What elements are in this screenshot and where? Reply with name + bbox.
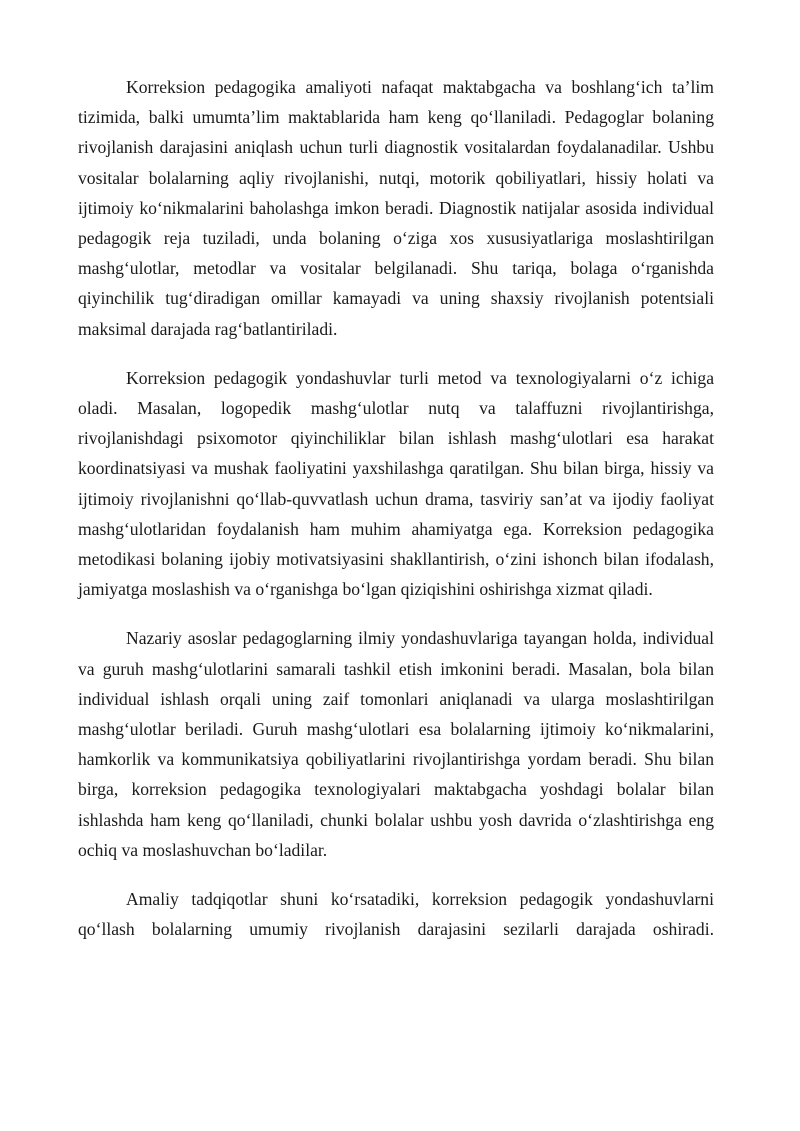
document-page [78, 72, 714, 963]
paragraph-theory: Nazariy asoslar pedagoglarning ilmiy yondashuvlariga tayangan holda, individual va guruh mashg‘ulotlarini samarali tashkil etish imkonini beradi. Masalan, bola bilan individual ishlash orqali uning zaif tomonlari aniqlanadi va ularga moslashtirilgan mashg‘ulotlar beriladi. Guruh mashg‘ulotlari esa bolalarning ijtimoiy ko‘nikmalarini, hamkorlik va kommunikatsiya qobiliyatlarini rivojlantirishga yordam beradi. Shu bilan birga, korreksion pedagogika texnologiyalari maktabgacha yoshdagi bolalar bilan ishlashda ham keng qo‘llaniladi, chunki bolalar ushbu yosh davrida o‘zlashtirishga eng ochiq va moslashuvchan bo‘ladilar. [78, 628, 714, 860]
paragraph-research: Amaliy tadqiqotlar shuni ko‘rsatadiki, korreksion pedagogik yondashuvlarni qo‘llash bolalarning umumiy rivojlanish darajasini sezilarli darajada oshiradi. [78, 889, 714, 940]
paragraph-diagnostics: Korreksion pedagogika amaliyoti nafaqat maktabgacha va boshlang‘ich ta’lim tizimida, balki umumta’lim maktablarida ham keng qo‘llaniladi. Pedagoglar bolaning rivojlanish darajasini aniqlash uchun turli diagnostik vositalardan foydalanadilar. Ushbu vositalar bolalarning aqliy rivojlanishi, nutqi, motorik qobiliyatlari, hissiy holati va ijtimoiy ko‘nikmalarini baholashga imkon beradi. Diagnostik natijalar asosida individual pedagogik reja tuziladi, unda bolaning o‘ziga xos xususiyatlariga moslashtirilgan mashg‘ulotlar, metodlar va vositalar belgilanadi. Shu tariqa, bolaga o‘rganishda qiyinchilik tug‘diradigan omillar kamayadi va uning shaxsiy rivojlanish potentsiali maksimal darajada rag‘batlantiriladi. [78, 77, 714, 339]
paragraph-methods: Korreksion pedagogik yondashuvlar turli metod va texnologiyalarni o‘z ichiga oladi. Masalan, logopedik mashg‘ulotlar nutq va talaffuzni rivojlantirishga, rivojlanishdagi psixomotor qiyinchiliklar bilan ishlash mashg‘ulotlari esa harakat koordinatsiyasi va mushak faoliyatini yaxshilashga qaratilgan. Shu bilan birga, hissiy va ijtimoiy rivojlanishni qo‘llab-quvvatlash uchun drama, tasviriy san’at va ijodiy faoliyat mashg‘ulotlaridan foydalanish ham muhim ahamiyatga ega. Korreksion pedagogika metodikasi bolaning ijobiy motivatsiyasini shakllantirish, o‘zini ishonch bilan ifodalash, jamiyatga moslashish va o‘rganishga bo‘lgan qiziqishini oshirishga xizmat qiladi. [78, 367, 714, 600]
